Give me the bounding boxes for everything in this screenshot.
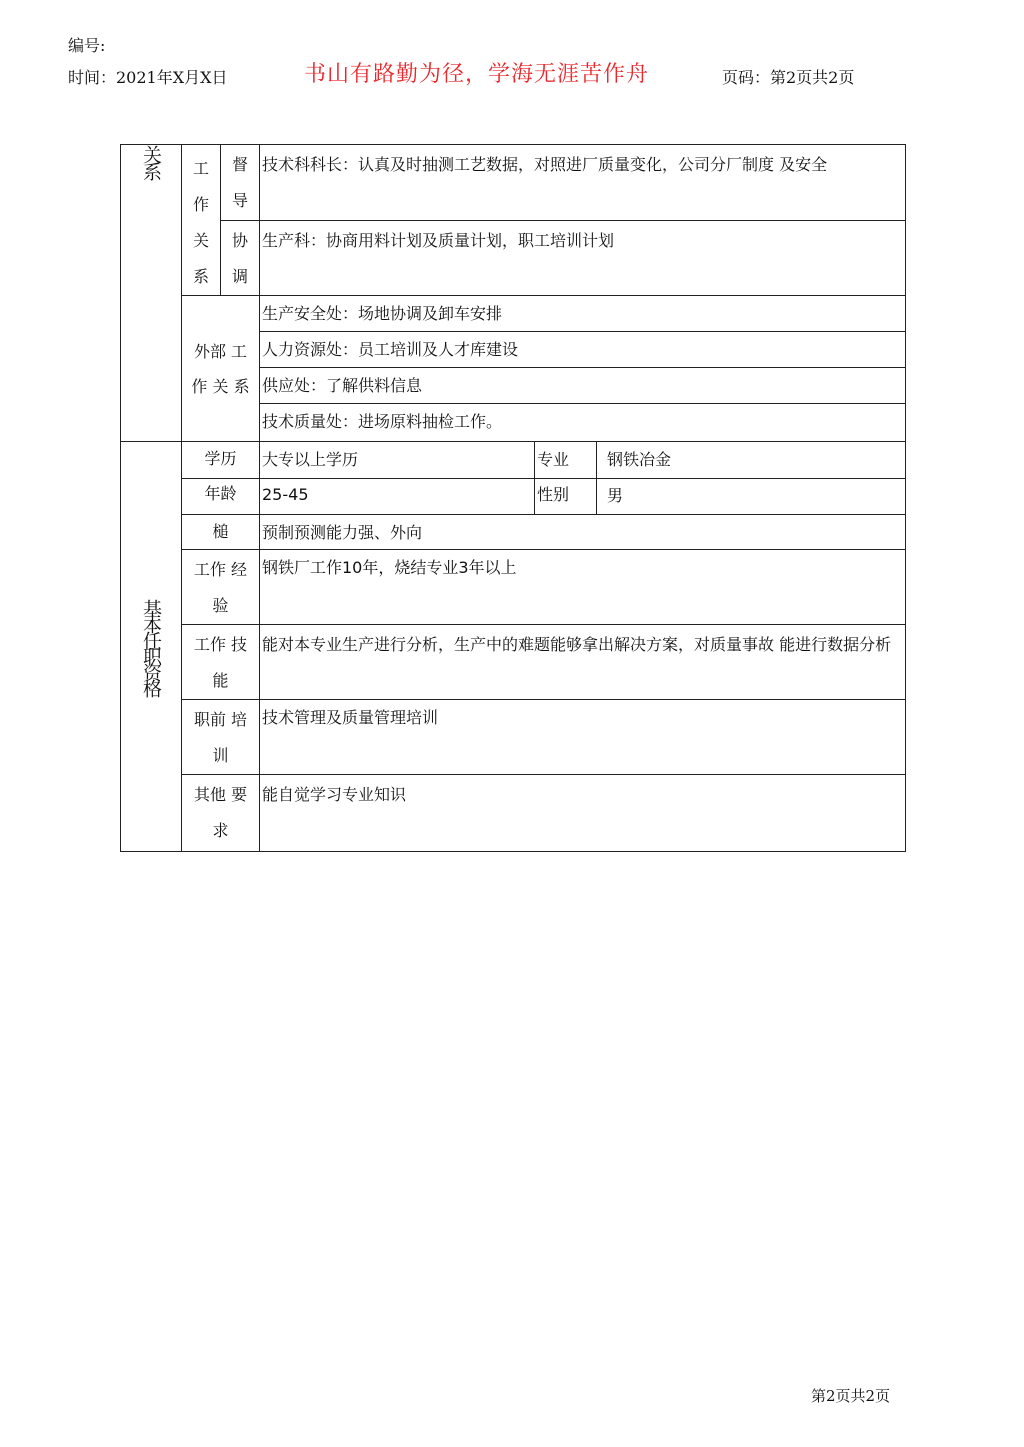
education-label: 学历 — [204, 449, 237, 468]
coordinate-cell — [221, 220, 260, 296]
personality-value: 预制预测能力强、外向 — [262, 523, 423, 542]
gender-value: 男 — [607, 486, 624, 505]
major-value: 钢铁冶金 — [607, 450, 672, 469]
skills-value-cell — [260, 625, 906, 700]
header-motto: 书山有路勤为径，学海无涯苦作舟 — [304, 62, 650, 87]
training-value-cell — [260, 700, 906, 775]
experience-label-cell — [182, 550, 260, 625]
document-number-label: 编号: — [68, 36, 106, 55]
external-item: 供应处：了解供料信息 — [262, 376, 423, 395]
gender-label-cell — [535, 479, 597, 515]
external-item: 人力资源处：员工培训及人才库建设 — [262, 340, 519, 359]
age-value: 25-45 — [262, 485, 309, 504]
personality-label-cell — [182, 515, 260, 550]
age-label: 年龄 — [204, 484, 237, 503]
external-item-cell — [260, 296, 906, 332]
coordinate-label: 协 调 — [231, 230, 248, 286]
external-item: 技术质量处：进场原料抽检工作。 — [262, 412, 503, 431]
section-relations-cell — [121, 145, 182, 442]
coordinate-text: 生产科：协商用料计划及质量计划，职工培训计划 — [262, 230, 615, 250]
external-item: 生产安全处：场地协调及卸车安排 — [262, 304, 503, 323]
major-value-cell — [597, 442, 906, 479]
supervise-text: 技术科科长：认真及时抽测工艺数据，对照进厂质量变化，公司分厂制度 及安全 — [262, 155, 828, 174]
job-description-table — [120, 144, 906, 852]
skills-label-cell — [182, 625, 260, 700]
supervise-label: 督 导 — [231, 155, 248, 210]
age-label-cell — [182, 479, 260, 515]
section-relations-label: 关系 — [140, 145, 162, 179]
section-qualifications-cell — [121, 442, 182, 852]
training-value: 技术管理及质量管理培训 — [262, 708, 439, 727]
other-value-cell — [260, 775, 906, 852]
gender-label: 性别 — [537, 485, 570, 504]
header-page-label: 页码：第2页共2页 — [722, 68, 855, 87]
coordinate-content-cell — [260, 220, 906, 296]
footer-page-label: 第2页共2页 — [811, 1387, 891, 1405]
external-item-cell — [260, 332, 906, 368]
supervise-cell — [221, 145, 260, 221]
major-label: 专业 — [537, 450, 570, 469]
external-relations-label: 外部 工作 关 系 — [191, 341, 250, 396]
skills-label: 工作 技能 — [193, 635, 248, 690]
other-label: 其他 要求 — [193, 785, 248, 840]
skills-value: 能对本专业生产进行分析，生产中的难题能够拿出解决方案，对质量事故 能进行数据分析 — [262, 635, 892, 654]
education-value: 大专以上学历 — [262, 450, 359, 469]
training-label: 职前 培 训 — [193, 710, 248, 765]
education-label-cell — [182, 442, 260, 479]
section-qualifications-label: 基本任职资格 — [140, 598, 162, 695]
external-item-cell — [260, 368, 906, 404]
experience-value: 钢铁厂工作10年，烧结专业3年以上 — [262, 558, 517, 577]
work-relations-label: 工 作 关 系 — [192, 159, 209, 286]
education-value-cell — [260, 442, 535, 479]
personality-label: 槌 — [212, 522, 229, 541]
major-label-cell — [535, 442, 597, 479]
work-relations-cell — [182, 145, 221, 296]
experience-value-cell — [260, 550, 906, 625]
other-value: 能自觉学习专业知识 — [262, 785, 407, 804]
personality-value-cell — [260, 515, 906, 550]
external-relations-cell — [182, 296, 260, 442]
external-item-cell — [260, 404, 906, 442]
age-value-cell — [260, 479, 535, 515]
experience-label: 工作 经 验 — [193, 560, 248, 615]
training-label-cell — [182, 700, 260, 775]
document-time-label: 时间：2021年X月X日 — [68, 68, 228, 87]
other-label-cell — [182, 775, 260, 852]
gender-value-cell — [597, 479, 906, 515]
supervise-content-cell — [260, 145, 906, 221]
